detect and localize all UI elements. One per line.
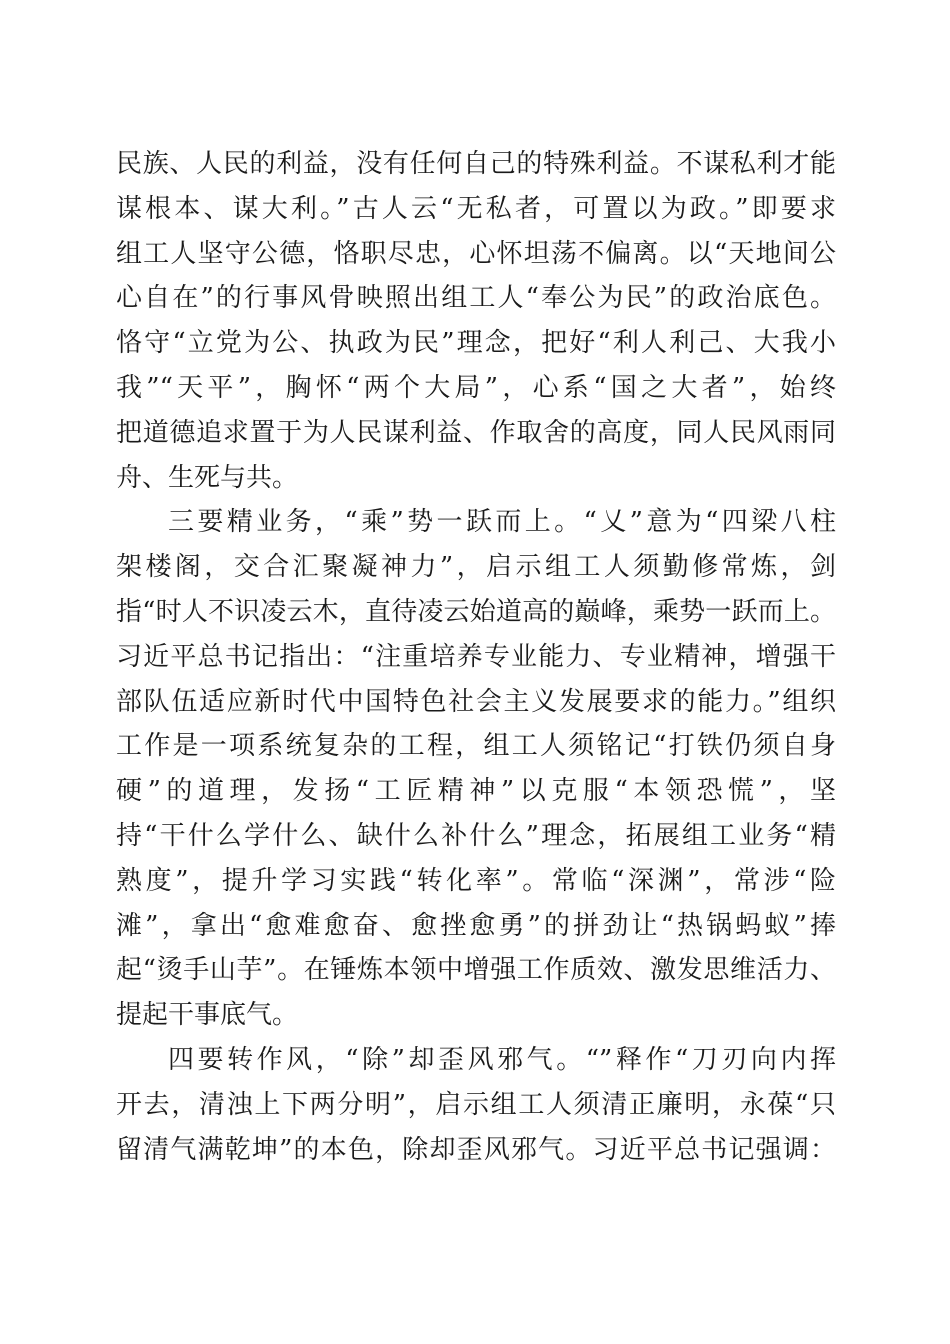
text-line: 滩”，拿出“愈难愈奋、愈挫愈勇”的拼劲让“热锅蚂蚁”捧 xyxy=(116,910,836,941)
text-line: 持“干什么学什么、缺什么补什么”理念，拓展组工业务“精 xyxy=(116,820,836,851)
text-line: 习近平总书记指出：“注重培养专业能力、专业精神，增强干 xyxy=(116,641,836,672)
text-line: 心自在”的行事风骨映照出组工人“奉公为民”的政治底色。 xyxy=(116,283,836,314)
text-line: 组工人坚守公德，恪职尽忠，心怀坦荡不偏离。以“天地间公 xyxy=(116,238,836,269)
text-line: 民族、人民的利益，没有任何自己的特殊利益。不谋私利才能 xyxy=(116,149,836,179)
text-line: 起“烫手山芋”。在锤炼本领中增强工作质效、激发思维活力、 xyxy=(116,955,836,986)
text-line: 部队伍适应新时代中国特色社会主义发展要求的能力。”组织 xyxy=(116,686,836,717)
document-body xyxy=(116,142,836,1172)
text-line: 开去，清浊上下两分明”，启示组工人须清正廉明，永葆“只 xyxy=(116,1089,836,1120)
text-line: 提起干事底气。 xyxy=(116,1000,299,1031)
text-line: 我”“天平”，胸怀“两个大局”，心系“国之大者”，始终 xyxy=(116,372,836,403)
text-line: 工作是一项系统复杂的工程，组工人须铭记“打铁仍须自身 xyxy=(116,731,836,762)
text-line: 四要转作风，“除”却歪风邪气。“”释作“刀刃向内挥 xyxy=(168,1044,836,1075)
text-line: 架楼阁，交合汇聚凝神力”，启示组工人须勤修常炼，剑 xyxy=(116,552,836,583)
text-line: 熟度”，提升学习实践“转化率”。常临“深渊”，常涉“险 xyxy=(116,865,836,896)
text-line: 舟、生死与共。 xyxy=(116,462,299,493)
text-line: 留清气满乾坤”的本色，除却歪风邪气。习近平总书记强调： xyxy=(116,1134,836,1165)
text-line: 三要精业务，“乘”势一跃而上。“乂”意为“四梁八柱 xyxy=(168,507,836,538)
paragraph xyxy=(116,500,836,1038)
paragraph xyxy=(116,142,836,500)
text-line: 硬”的道理，发扬“工匠精神”以克服“本领恐慌”，坚 xyxy=(116,776,836,807)
text-line: 把道德追求置于为人民谋利益、作取舍的高度，同人民风雨同 xyxy=(116,417,836,448)
paragraph xyxy=(116,1038,836,1172)
text-line: 指“时人不识凌云木，直待凌云始道高的巅峰，乘势一跃而上。 xyxy=(116,596,836,627)
text-line: 谋根本、谋大利。”古人云“无私者，可置以为政。”即要求 xyxy=(116,193,836,224)
text-line: 恪守“立党为公、执政为民”理念，把好“利人利己、大我小 xyxy=(116,328,836,359)
